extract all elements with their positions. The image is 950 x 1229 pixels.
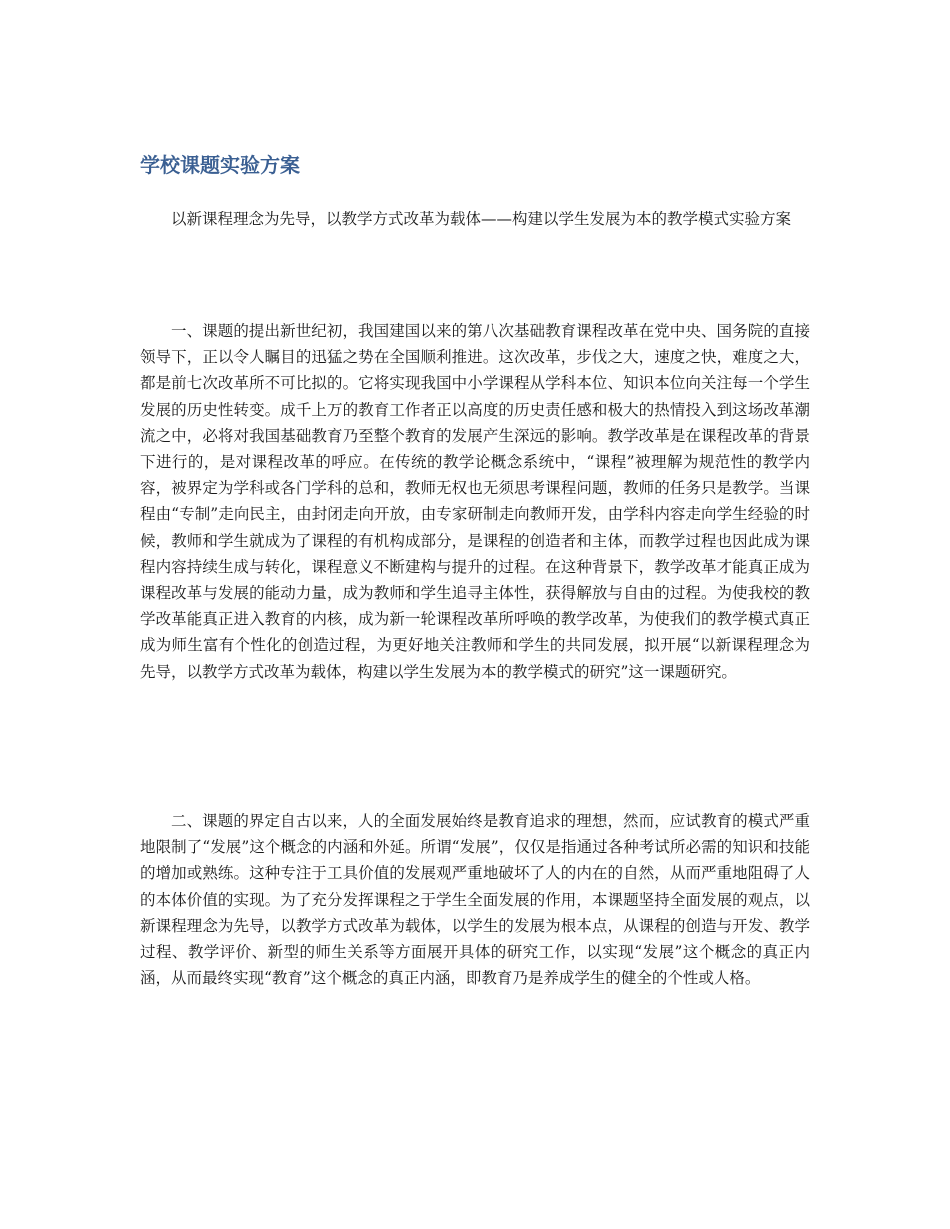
document-subtitle: 以新课程理念为先导，以教学方式改革为载体——构建以学生发展为本的教学模式实验方案	[171, 210, 792, 228]
section-1-paragraph: 一、课题的提出新世纪初，我国建国以来的第八次基础教育课程改革在党中央、国务院的直接领导下，正以令人瞩目的迅猛之势在全国顺利推进。这次改革，步伐之大，速度之快，难度之大，都是前七次改革所不可比拟的。它将实现我国中小学课程从学科本位、知识本位向关注每一个学生发展的历史性转变。成千上万的教育工作者正以高度的历史责任感和极大的热情投入到这场改革潮流之中，必将对我国基础教育乃至整个教育的发展产生深远的影响。教学改革是在课程改革的背景下进行的，是对课程改革的呼应。在传统的教学论概念系统中，“课程”被理解为规范性的教学内容，被界定为学科或各门学科的总和，教师无权也无须思考课程问题，教师的任务只是教学。当课程由“专制”走向民主，由封闭走向开放，由专家研制走向教师开发，由学科内容走向学生经验的时候，教师和学生就成为了课程的有机构成部分，是课程的创造者和主体，而教学过程也因此成为课程内容持续生成与转化，课程意义不断建构与提升的过程。在这种背景下，教学改革才能真正成为课程改革与发展的能动力量，成为教师和学生追寻主体性，获得解放与自由的过程。为使我校的教学改革能真正进入教育的内核，成为新一轮课程改革所呼唤的教学改革，为使我们的教学模式真正成为师生富有个性化的创造过程，为更好地关注教师和学生的共同发展，拟开展“以新课程理念为先导，以教学方式改革为载体，构建以学生发展为本的教学模式的研究”这一课题研究。	[140, 322, 810, 681]
section-2-paragraph: 二、课题的界定自古以来，人的全面发展始终是教育追求的理想，然而，应试教育的模式严重地限制了“发展”这个概念的内涵和外延。所谓“发展”，仅仅是指通过各种考试所必需的知识和技能的增加或熟练。这种专注于工具价值的发展观严重地破坏了人的内在的自然，从而严重地阻碍了人的本体价值的实现。为了充分发挥课程之于学生全面发展的作用，本课题坚持全面发展的观点，以新课程理念为先导，以教学方式改革为载体，以学生的发展为根本点，从课程的创造与开发、教学过程、教学评价、新型的师生关系等方面展开具体的研究工作，以实现“发展”这个概念的真正内涵，从而最终实现“教育”这个概念的真正内涵，即教育乃是养成学生的健全的个性或人格。	[140, 812, 810, 988]
document-title: 学校课题实验方案	[140, 153, 300, 177]
